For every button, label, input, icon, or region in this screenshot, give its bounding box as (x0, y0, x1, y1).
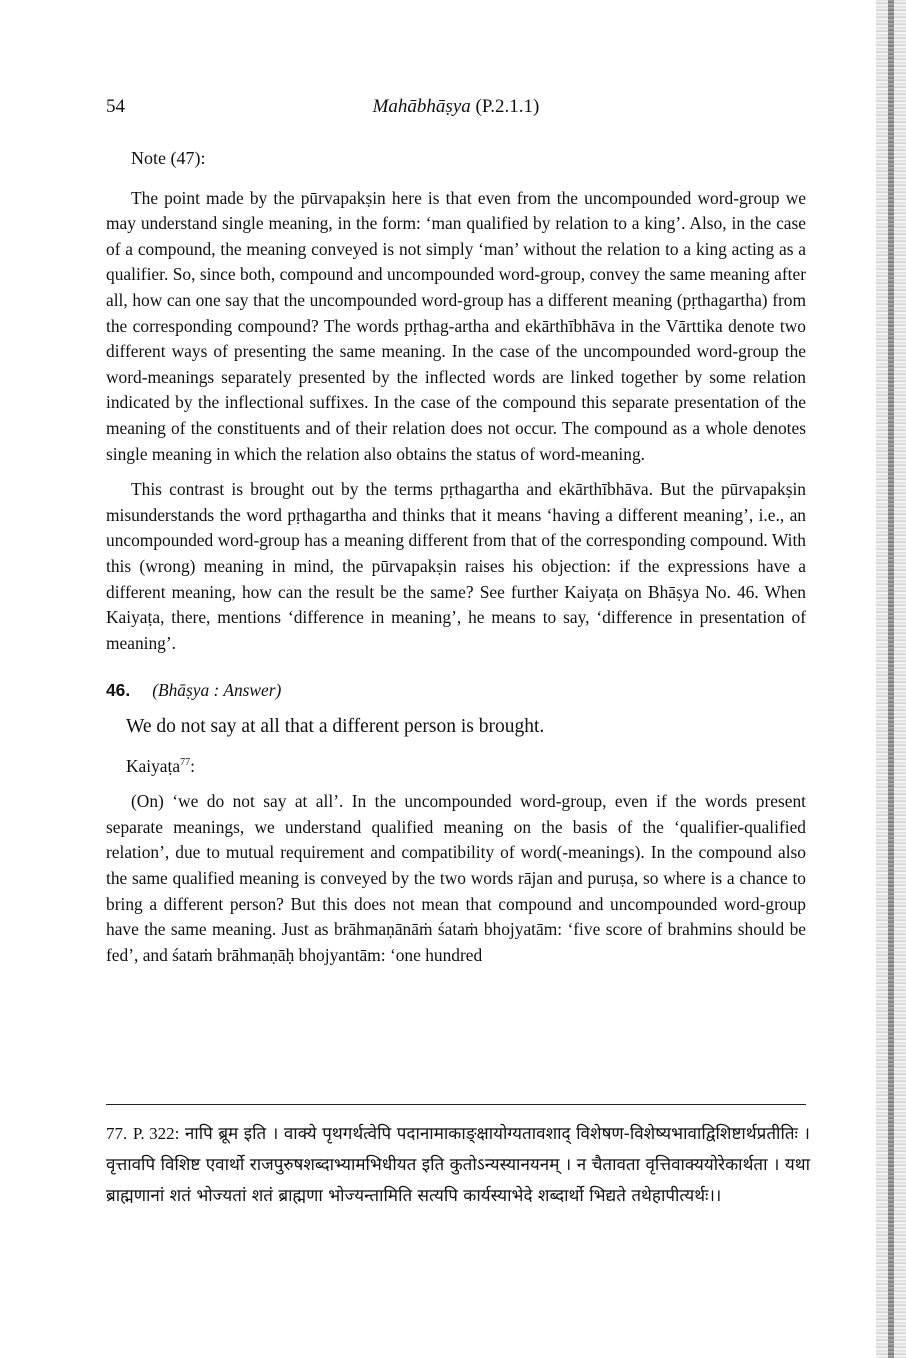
running-title (106, 96, 806, 118)
page-header (106, 96, 806, 124)
main-text (106, 146, 806, 968)
kaiyata-label: Kaiyaṭa (126, 755, 181, 776)
section-label: (Bhāṣya : Answer) (152, 680, 282, 701)
section-number: 46. (106, 680, 131, 701)
note-paragraph-2: This contrast is brought out by the terms pṛthagartha and ekārthībhāva. But the pūrvapakṣin misunderstands the word pṛthagartha and thinks that it means ‘having a different meaning’, i.e., an uncompounded word-group has a meaning different from that of the corresponding compound. With this (wrong) meaning in mind, the pūrvapakṣin raises his objection: if the expressions have a different meaning, how can the result be the same? See further Kaiyaṭa on Bhāṣya No. 46. When Kaiyaṭa, there, mentions ‘difference in meaning’, he means to say, ‘difference in presentation of meaning’. (106, 479, 806, 653)
footnote-marker: 77. (106, 1124, 128, 1143)
scan-edge-binding (888, 0, 894, 1358)
bhasya-translation: We do not say at all that a different person is brought. (126, 715, 545, 737)
kaiyata-colon: : (190, 755, 195, 776)
note-paragraph-1: The point made by the pūrvapakṣin here is that even from the uncompounded word-group we may understand single meaning, in the form: ‘man qualified by relation to a king’. Also, in the case of a compound, the meaning conveyed is not simply ‘man’ without the relation to a king acting as a qualifier. So, since both, compound and uncompounded word-group, convey the same meaning after all, how can one say that the uncompounded word-group has a different meaning (pṛthagartha) from the corresponding compound? The words pṛthag-artha and ekārthībhāva in the Vārttika denote two different ways of presenting the same meaning. In the case of the uncompounded word-group the word-meanings separately presented by the inflected words are linked together by some relation indicated by the inflectional suffixes. In the case of the compound this separate presentation of the meaning of the constituents and of their relation does not occur. The compound as a whole denotes single meaning in which the relation also obtains the status of word-meaning. (106, 187, 806, 464)
kaiyata-heading (106, 750, 806, 779)
running-title-reference: (P.2.1.1) (475, 96, 540, 117)
footnote-sanskrit-text: नापि ब्रूम इति । वाक्ये पृथगर्थत्वेपि पदानामाकाङ्क्षायोग्यतावशाद् विशेषण-विशेष्यभावाद्विशिष्टार्थप्रतीतिः । वृत्तावपि विशिष्ट एवार्थो राजपुरुषशब्दाभ्यामभिधीयत इति कुतोऽन्यस्यानयनम् । न चैतावता वृत्तिवाक्ययोरेकार्थता । यथा ब्राह्मणानां शतं भोज्यतां शतं ब्राह्मणा भोज्यन्तामिति सत्यपि कार्यस्याभेदे शब्दार्थो भिद्यते तथेहापीत्यर्थः।। (106, 1124, 810, 1206)
footnote-source: P. 322: (132, 1124, 180, 1143)
footnote-reference-77: 77 (180, 756, 191, 768)
running-title-text: Mahābhāṣya (372, 96, 471, 117)
section-heading (106, 678, 806, 704)
footnote-77 (106, 1118, 810, 1212)
footnote-divider (106, 1104, 806, 1105)
note-heading: Note (47): (131, 148, 206, 168)
kaiyata-paragraph: (On) ‘we do not say at all’. In the uncompounded word-group, even if the words present separate meanings, we understand qualified meaning on the basis of the ‘qualifier-qualified relation’, due to mutual requirement and compatibility of word(-meanings). In the compound also the same qualified meaning is conveyed by the two words rājan and puruṣa, so where is a chance to bring a different person? But this does not mean that compound and uncompounded word-group have the same meaning. Just as brāhmaṇānāṁ śataṁ bhojyatām: ‘five score of brahmins should be fed’, and śataṁ brāhmaṇāḥ bhojyantām: ‘one hundred (106, 791, 806, 965)
page-number: 54 (106, 96, 125, 117)
